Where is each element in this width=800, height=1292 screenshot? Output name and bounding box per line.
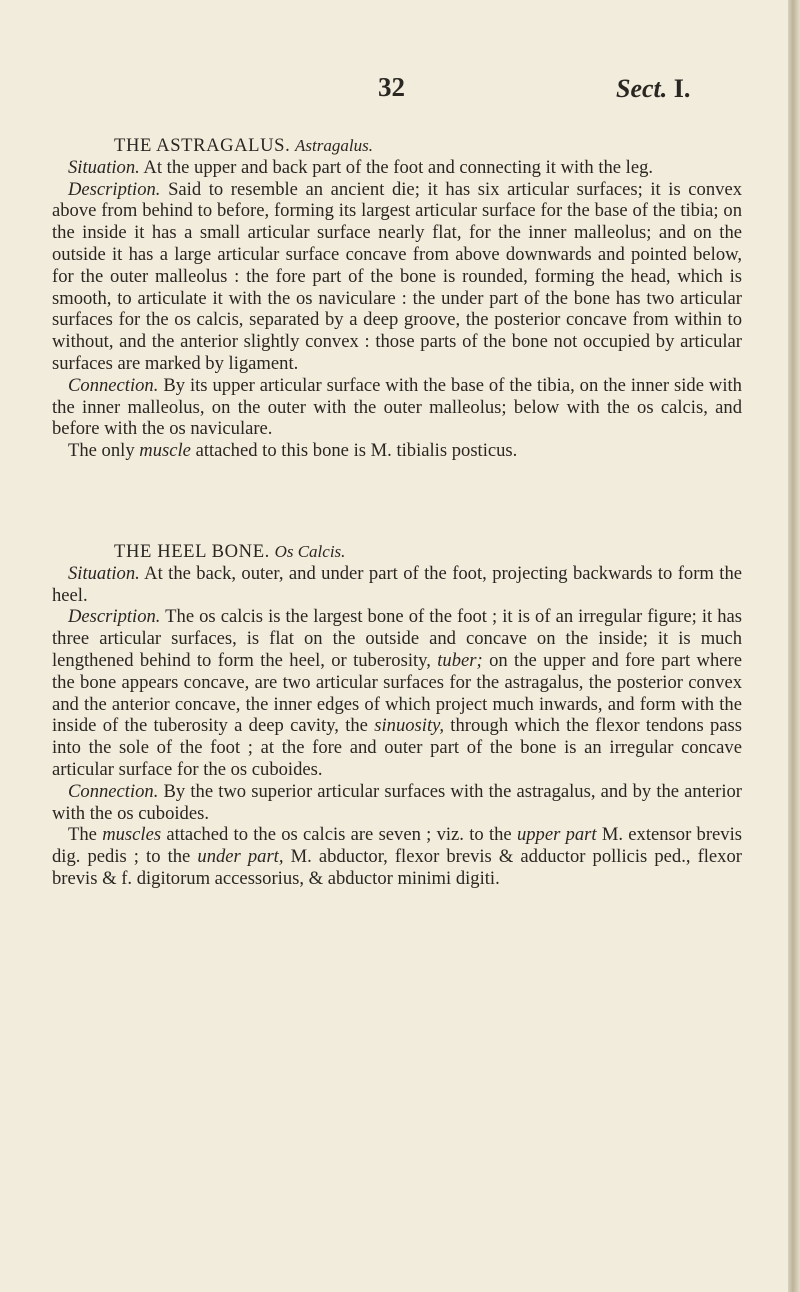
connection-text: By its upper articular surface with the base of the tibia, on the inner side with the inner malleolus, on the outer with the outer malleolus; below with the os calcis, and before with the os naviculare. [52, 374, 742, 440]
heel-bone-title: THE HEEL BONE. [114, 541, 270, 562]
upper-part-term: upper part [516, 824, 597, 846]
description-text-2: on the upper and fore part where the bone appears concave, are two articular surfaces for the astragalus, the posterior convex and the anterior concave, the inner edges of which project much inwards, and form with the inside of the tuberosity a deep cavity, the [52, 649, 742, 737]
section-heading [616, 74, 690, 104]
situation-label: Situation. [68, 156, 140, 178]
description-label: Description. [68, 178, 161, 200]
astragalus-title: THE ASTRAGALUS. [114, 135, 291, 156]
astragalus-section [52, 135, 742, 462]
situation-text: At the upper and back part of the foot and connecting it with the leg. [143, 156, 654, 178]
heel-muscles [52, 824, 742, 889]
heel-description [52, 606, 742, 780]
muscle-prefix: The only [68, 440, 135, 462]
connection-text: By the two superior articular surfaces with the astragalus, and by the anterior with the os cuboides. [52, 780, 742, 824]
section-label: Sect. [616, 74, 668, 103]
tuber-term: tuber; [437, 649, 483, 671]
astragalus-description [52, 179, 742, 375]
situation-text: At the back, outer, and under part of the foot, projecting backwards to form the heel. [52, 562, 742, 606]
heel-bone-section [52, 541, 742, 890]
heel-bone-heading [52, 541, 742, 563]
connection-label: Connection. [68, 374, 159, 396]
connection-label: Connection. [68, 780, 159, 802]
muscles-word: muscles [102, 824, 162, 846]
astragalus-heading [52, 135, 742, 157]
sinuosity-term: sinuosity, [374, 715, 444, 737]
astragalus-muscle [52, 440, 742, 462]
muscle-text: attached to this bone is M. tibialis posticus. [195, 440, 518, 462]
description-text-3: through which the flexor tendons pass into the sole of the foot ; at the fore and outer part of the bone is an irregular concave articular surface for the os cuboides. [52, 715, 742, 780]
page-number: 32 [378, 72, 405, 102]
astragalus-situation [52, 157, 742, 179]
heel-connection [52, 781, 742, 825]
page-edge [788, 0, 800, 1292]
astragalus-connection [52, 375, 742, 440]
muscles-text-1: attached to the os calcis are seven ; viz. to the [166, 824, 512, 846]
section-number: I. [673, 74, 691, 103]
muscle-word: muscle [139, 440, 191, 462]
under-part-term: under part, [197, 846, 284, 868]
muscles-prefix: The [68, 824, 97, 846]
heel-bone-latin-name: Os Calcis. [274, 542, 346, 561]
running-head [0, 72, 788, 112]
description-text-1: The os calcis is the largest bone of the foot ; it is of an irregular figure; it has three articular surfaces, is flat on the outside and concave on the inside; it is much lengthened behind to form the heel, or tuberosity, [52, 606, 742, 671]
description-label: Description. [68, 606, 161, 628]
astragalus-latin-name: Astragalus. [295, 136, 373, 155]
situation-label: Situation. [68, 562, 140, 584]
description-text: Said to resemble an ancient die; it has six articular surfaces; it is convex above from behind to before, forming its largest articular surface for the base of the tibia; on the inside it has a small articular surface nearly flat, for the inner malleolus; and on the outside it has a large articular surface concave from above downwards and pointed below, for the outer malleolus : the fore part of the bone is rounded, forming the head, which is smooth, to articulate it with the os naviculare : the under part of the bone has two articular surfaces for the os calcis, separated by a deep groove, the posterior concave from within to without, and the anterior slightly convex : those parts of the bone not occupied by articular surfaces are marked by ligament. [52, 178, 742, 374]
muscles-text-3: M. abductor, flexor brevis & adductor pollicis ped., flexor brevis & f. digitorum accessorius, & abductor minimi digiti. [52, 846, 742, 889]
heel-situation [52, 563, 742, 607]
muscles-text-2: M. extensor brevis dig. pedis ; to the [52, 824, 742, 868]
